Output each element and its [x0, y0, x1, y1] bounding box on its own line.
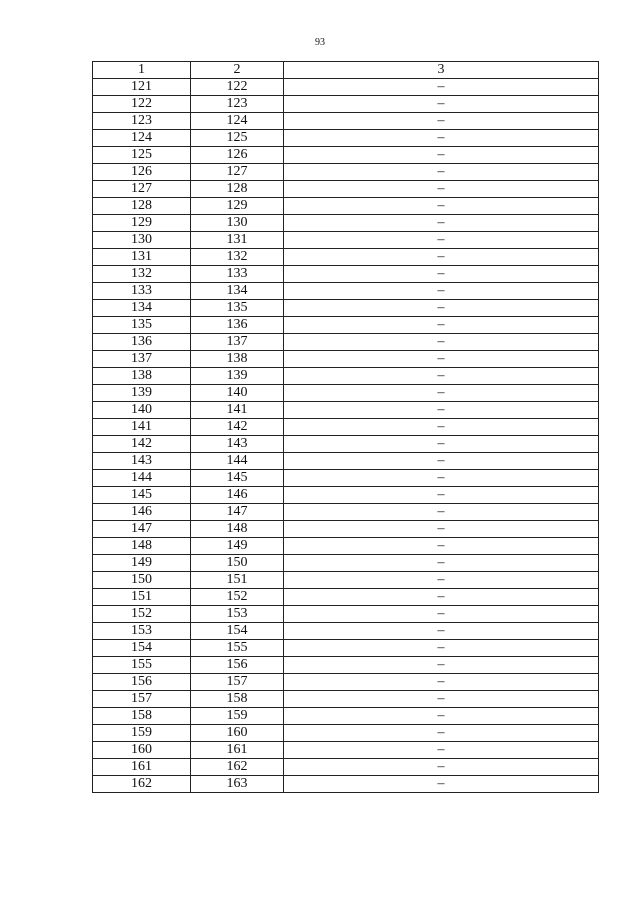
- table-cell-col-2: 133: [191, 266, 284, 283]
- table-cell-col-1: 148: [93, 538, 191, 555]
- table-row: [93, 402, 599, 419]
- table-row: [93, 300, 599, 317]
- table-cell-col-1: 132: [93, 266, 191, 283]
- table-cell-col-2: 136: [191, 317, 284, 334]
- table-cell-col-1: 142: [93, 436, 191, 453]
- table-cell-col-3: –: [284, 198, 599, 215]
- page-number: 93: [315, 37, 325, 48]
- table-cell-col-3: –: [284, 79, 599, 96]
- table-cell-col-3: –: [284, 130, 599, 147]
- table-row: [93, 215, 599, 232]
- table-cell-col-3: –: [284, 555, 599, 572]
- table-cell-col-3: –: [284, 96, 599, 113]
- table-cell-col-1: 161: [93, 759, 191, 776]
- table-row: [93, 521, 599, 538]
- table-cell-col-1: 134: [93, 300, 191, 317]
- table-cell-col-1: 144: [93, 470, 191, 487]
- table-cell-col-1: 146: [93, 504, 191, 521]
- table-row: [93, 708, 599, 725]
- table-cell-col-3: –: [284, 215, 599, 232]
- table-cell-col-2: 131: [191, 232, 284, 249]
- table-cell-col-2: 162: [191, 759, 284, 776]
- table-cell-col-3: –: [284, 521, 599, 538]
- table-cell-col-1: 125: [93, 147, 191, 164]
- table-cell-col-1: 155: [93, 657, 191, 674]
- table-row: [93, 198, 599, 215]
- table-cell-col-2: 163: [191, 776, 284, 793]
- table-cell-col-3: –: [284, 402, 599, 419]
- table-cell-col-1: 162: [93, 776, 191, 793]
- table-cell-col-3: –: [284, 640, 599, 657]
- table-row: [93, 640, 599, 657]
- table-row: [93, 504, 599, 521]
- table-cell-col-2: 124: [191, 113, 284, 130]
- table-cell-col-1: 154: [93, 640, 191, 657]
- table-cell-col-2: 132: [191, 249, 284, 266]
- table-cell-col-3: –: [284, 181, 599, 198]
- table-cell-col-1: 156: [93, 674, 191, 691]
- table-cell-col-1: 158: [93, 708, 191, 725]
- table-cell-col-3: –: [284, 691, 599, 708]
- table-cell-col-2: 158: [191, 691, 284, 708]
- table-row: [93, 385, 599, 402]
- table-row: [93, 147, 599, 164]
- table-cell-col-1: 128: [93, 198, 191, 215]
- table-row: [93, 759, 599, 776]
- table-cell-col-3: –: [284, 266, 599, 283]
- table-cell-col-2: 154: [191, 623, 284, 640]
- table-row: [93, 317, 599, 334]
- table-cell-col-1: 140: [93, 402, 191, 419]
- table-cell-col-2: 127: [191, 164, 284, 181]
- table-cell-col-3: –: [284, 759, 599, 776]
- table-cell-col-1: 149: [93, 555, 191, 572]
- table-cell-col-2: 159: [191, 708, 284, 725]
- table-cell-col-1: 139: [93, 385, 191, 402]
- table-cell-col-2: 126: [191, 147, 284, 164]
- table-cell-col-2: 135: [191, 300, 284, 317]
- table-row: [93, 487, 599, 504]
- table-row: [93, 249, 599, 266]
- table-cell-col-3: –: [284, 657, 599, 674]
- table-cell-col-1: 141: [93, 419, 191, 436]
- table-cell-col-2: 152: [191, 589, 284, 606]
- table-row: [93, 283, 599, 300]
- table-cell-col-3: –: [284, 419, 599, 436]
- table-cell-col-3: –: [284, 232, 599, 249]
- table-row: [93, 538, 599, 555]
- column-header-2: 2: [191, 62, 284, 79]
- table-row: [93, 623, 599, 640]
- table-cell-col-3: –: [284, 674, 599, 691]
- table-cell-col-2: 144: [191, 453, 284, 470]
- table-row: [93, 470, 599, 487]
- table-cell-col-2: 142: [191, 419, 284, 436]
- table-cell-col-3: –: [284, 113, 599, 130]
- table-row: [93, 453, 599, 470]
- table-cell-col-1: 150: [93, 572, 191, 589]
- table-cell-col-3: –: [284, 572, 599, 589]
- table-cell-col-3: –: [284, 249, 599, 266]
- table-cell-col-2: 155: [191, 640, 284, 657]
- table-cell-col-3: –: [284, 538, 599, 555]
- table-row: [93, 674, 599, 691]
- table-cell-col-2: 138: [191, 351, 284, 368]
- table-cell-col-1: 129: [93, 215, 191, 232]
- table-cell-col-3: –: [284, 147, 599, 164]
- table-cell-col-2: 130: [191, 215, 284, 232]
- table-cell-col-1: 122: [93, 96, 191, 113]
- table-cell-col-2: 123: [191, 96, 284, 113]
- table-cell-col-2: 146: [191, 487, 284, 504]
- table-row: [93, 419, 599, 436]
- column-header-3: 3: [284, 62, 599, 79]
- table-row: [93, 742, 599, 759]
- table-cell-col-3: –: [284, 487, 599, 504]
- table-cell-col-1: 160: [93, 742, 191, 759]
- table-row: [93, 96, 599, 113]
- data-table: [92, 61, 599, 793]
- table-cell-col-1: 138: [93, 368, 191, 385]
- table-cell-col-1: 126: [93, 164, 191, 181]
- table-cell-col-3: –: [284, 504, 599, 521]
- table-cell-col-1: 147: [93, 521, 191, 538]
- table-cell-col-1: 157: [93, 691, 191, 708]
- table-cell-col-1: 131: [93, 249, 191, 266]
- table-cell-col-2: 137: [191, 334, 284, 351]
- table-cell-col-1: 136: [93, 334, 191, 351]
- table-cell-col-3: –: [284, 283, 599, 300]
- column-header-1: 1: [93, 62, 191, 79]
- table-cell-col-3: –: [284, 606, 599, 623]
- table-row: [93, 130, 599, 147]
- table-row: [93, 181, 599, 198]
- table-cell-col-2: 150: [191, 555, 284, 572]
- table-cell-col-3: –: [284, 164, 599, 181]
- table-row: [93, 589, 599, 606]
- table-cell-col-2: 147: [191, 504, 284, 521]
- table-row: [93, 164, 599, 181]
- table-cell-col-1: 137: [93, 351, 191, 368]
- table-cell-col-1: 130: [93, 232, 191, 249]
- table-cell-col-1: 151: [93, 589, 191, 606]
- table-row: [93, 79, 599, 96]
- table-cell-col-2: 143: [191, 436, 284, 453]
- table-cell-col-1: 152: [93, 606, 191, 623]
- table-cell-col-3: –: [284, 742, 599, 759]
- table-cell-col-2: 151: [191, 572, 284, 589]
- table-cell-col-2: 125: [191, 130, 284, 147]
- table-row: [93, 368, 599, 385]
- table-cell-col-2: 153: [191, 606, 284, 623]
- table-cell-col-1: 123: [93, 113, 191, 130]
- table-row: [93, 555, 599, 572]
- table-cell-col-3: –: [284, 351, 599, 368]
- table-header: [93, 62, 599, 79]
- table-cell-col-1: 153: [93, 623, 191, 640]
- table-row: [93, 113, 599, 130]
- table-cell-col-1: 127: [93, 181, 191, 198]
- table-body: [93, 79, 599, 793]
- table-row: [93, 351, 599, 368]
- table-cell-col-3: –: [284, 708, 599, 725]
- table-cell-col-2: 128: [191, 181, 284, 198]
- table-cell-col-2: 148: [191, 521, 284, 538]
- table-cell-col-2: 161: [191, 742, 284, 759]
- table-cell-col-3: –: [284, 334, 599, 351]
- table-row: [93, 572, 599, 589]
- table-cell-col-2: 140: [191, 385, 284, 402]
- table-cell-col-3: –: [284, 385, 599, 402]
- table-row: [93, 776, 599, 793]
- table-cell-col-3: –: [284, 589, 599, 606]
- table-cell-col-1: 159: [93, 725, 191, 742]
- table-cell-col-3: –: [284, 436, 599, 453]
- header-row: [93, 62, 599, 79]
- table-cell-col-2: 145: [191, 470, 284, 487]
- table-cell-col-2: 149: [191, 538, 284, 555]
- table-row: [93, 725, 599, 742]
- table-cell-col-2: 160: [191, 725, 284, 742]
- table-cell-col-3: –: [284, 776, 599, 793]
- table-cell-col-2: 134: [191, 283, 284, 300]
- table-cell-col-2: 156: [191, 657, 284, 674]
- table-cell-col-3: –: [284, 623, 599, 640]
- table-cell-col-3: –: [284, 368, 599, 385]
- table-row: [93, 232, 599, 249]
- table-cell-col-2: 139: [191, 368, 284, 385]
- table-cell-col-1: 124: [93, 130, 191, 147]
- table-cell-col-2: 141: [191, 402, 284, 419]
- table-cell-col-2: 129: [191, 198, 284, 215]
- table-row: [93, 266, 599, 283]
- table-cell-col-3: –: [284, 470, 599, 487]
- table-cell-col-3: –: [284, 317, 599, 334]
- table-row: [93, 606, 599, 623]
- table-cell-col-3: –: [284, 453, 599, 470]
- table-row: [93, 436, 599, 453]
- table-row: [93, 334, 599, 351]
- table-cell-col-2: 157: [191, 674, 284, 691]
- table-cell-col-1: 121: [93, 79, 191, 96]
- table-cell-col-1: 143: [93, 453, 191, 470]
- table-cell-col-3: –: [284, 300, 599, 317]
- table-cell-col-1: 135: [93, 317, 191, 334]
- table-cell-col-2: 122: [191, 79, 284, 96]
- table-row: [93, 691, 599, 708]
- table-cell-col-1: 133: [93, 283, 191, 300]
- table-row: [93, 657, 599, 674]
- table-cell-col-1: 145: [93, 487, 191, 504]
- table-cell-col-3: –: [284, 725, 599, 742]
